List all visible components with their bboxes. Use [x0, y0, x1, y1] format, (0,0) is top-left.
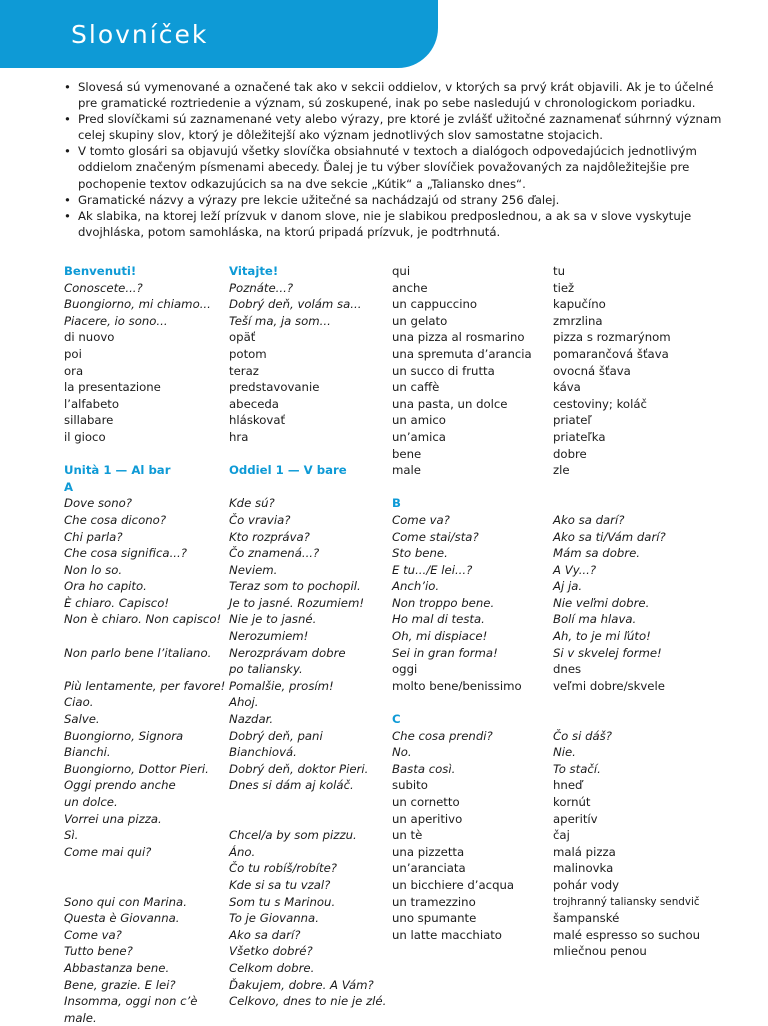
vocab-entry: Basta così. — [392, 761, 456, 776]
vocab-entry: Vorrei una pizza. — [64, 811, 162, 826]
spacer — [64, 446, 225, 463]
vocab-entry: Nie veľmi dobre. — [553, 595, 650, 610]
vocab-entry: Kde si sa tu vzal? — [229, 877, 331, 892]
vocab-entry: To stačí. — [553, 761, 601, 776]
vocab-entry: tiež — [553, 280, 575, 295]
vocab-entry: un cornetto — [392, 795, 460, 809]
vocab-entry: qui — [392, 264, 411, 278]
vocab-entry: uno spumante — [392, 911, 477, 926]
vocab-entry: Ora ho capito. — [64, 579, 147, 594]
vocab-entry: Bianchiová. — [229, 745, 297, 760]
vocab-entry: tu — [553, 264, 565, 278]
vocab-entry: abeceda — [229, 396, 279, 411]
vocab-entry: Ciao. — [64, 695, 94, 710]
vocab-entry: sillabare — [64, 413, 114, 428]
vocab-entry: Sì. — [64, 828, 79, 843]
vocab-entry: priateľka — [553, 429, 606, 444]
vocab-entry: hneď — [553, 778, 583, 793]
vocab-entry: Ako sa darí? — [229, 927, 301, 942]
spacer — [392, 479, 532, 496]
vocab-column-italian-right — [392, 263, 532, 943]
vocab-entry: pomarančová šťava — [553, 346, 669, 361]
vocab-entry: kapučíno — [553, 297, 606, 312]
vocab-entry: aperitív — [553, 811, 598, 826]
vocab-entry: Come va? — [392, 512, 450, 527]
vocab-entry: Všetko dobré? — [229, 944, 313, 959]
vocab-entry: Ďakujem, dobre. A Vám? — [229, 977, 374, 992]
vocab-entry: un amico — [392, 413, 446, 428]
vocab-entry: Più lentamente, per favore! — [64, 678, 226, 693]
vocab-entry: Buongiorno, Dottor Pieri. — [64, 761, 209, 776]
vocab-entry: opäť — [229, 330, 256, 345]
spacer — [553, 479, 700, 496]
vocab-entry: Come stai/sta? — [392, 529, 479, 544]
vocab-entry: No. — [392, 745, 412, 760]
vocab-entry: malá pizza — [553, 844, 616, 859]
vocab-entry: Salve. — [64, 712, 100, 727]
spacer — [553, 711, 700, 728]
vocab-entry: male — [392, 463, 421, 478]
vocab-entry: l’alfabeto — [64, 396, 119, 411]
vocab-entry: Come va? — [64, 927, 122, 942]
vocab-entry: Čo si dáš? — [553, 728, 612, 743]
vocab-entry: Buongiorno, mi chiamo... — [64, 297, 211, 312]
vocab-entry: un tramezzino — [392, 894, 476, 909]
spacer — [229, 479, 386, 496]
vocab-entry: un’amica — [392, 429, 446, 444]
vocab-entry: dnes — [553, 662, 582, 677]
section-heading: Oddiel 1 — V bare — [229, 463, 347, 478]
intro-bullet: • Slovesá sú vymenované a označené tak ako v sekcii oddielov, v ktorých sa prvý krát objavili. Ak je to účelné pre gramatické roztriedenie a význam, sú zoskupené, inak po sebe nasledujú v chronologickom poriadku. — [64, 79, 724, 111]
vocab-entry: Chi parla? — [64, 529, 123, 544]
vocab-entry: di nuovo — [64, 330, 115, 345]
spacer — [229, 794, 386, 811]
vocab-entry: hláskovať — [229, 413, 286, 428]
vocab-entry: káva — [553, 380, 581, 395]
vocab-entry: Kto rozpráva? — [229, 529, 310, 544]
vocab-entry: bene — [392, 446, 422, 461]
vocab-entry: Chcel/a by som pizzu. — [229, 828, 357, 843]
vocab-entry: Come mai qui? — [64, 844, 152, 859]
vocab-entry: Nie je to jasné. — [229, 612, 317, 627]
vocab-entry: priateľ — [553, 413, 592, 428]
intro-list — [64, 79, 724, 240]
vocab-entry: subito — [392, 778, 428, 793]
vocab-entry: il gioco — [64, 429, 106, 444]
vocab-entry: un gelato — [392, 313, 448, 328]
vocab-entry: Sto bene. — [392, 546, 448, 561]
vocab-entry: un tè — [392, 828, 423, 843]
vocab-entry: Si v skvelej forme! — [553, 645, 662, 660]
vocab-entry: Oh, mi dispiace! — [392, 629, 488, 644]
vocab-entry: Bianchi. — [64, 745, 111, 760]
vocab-entry: un’aranciata — [392, 861, 466, 876]
vocab-entry: zle — [553, 463, 570, 478]
vocab-entry: un caffè — [392, 380, 440, 395]
vocab-entry: E tu.../E lei...? — [392, 562, 473, 577]
vocab-entry: un aperitivo — [392, 811, 463, 826]
vocab-entry: Ho mal di testa. — [392, 612, 485, 627]
vocab-entry: predstavovanie — [229, 380, 320, 395]
vocab-entry: Dobrý deň, volám sa... — [229, 297, 362, 312]
vocab-entry: una spremuta d’arancia — [392, 346, 532, 361]
spacer — [553, 694, 700, 711]
vocab-entry: Aj ja. — [553, 579, 583, 594]
vocab-entry: Ah, to je mi ľúto! — [553, 629, 651, 644]
vocab-entry: To je Giovanna. — [229, 911, 319, 926]
vocab-column-slovak-left — [229, 263, 386, 1010]
spacer — [392, 694, 532, 711]
vocab-entry: un cappuccino — [392, 297, 478, 312]
section-heading: B — [392, 496, 401, 511]
vocab-entry: un bicchiere d’acqua — [392, 877, 515, 892]
vocab-entry: Bene, grazie. E lei? — [64, 977, 176, 992]
vocab-entry: pohár vody — [553, 877, 620, 892]
vocab-entry: Čo znamená...? — [229, 546, 320, 561]
vocab-entry: oggi — [392, 662, 418, 677]
vocab-entry: Ako sa ti/Vám darí? — [553, 529, 666, 544]
section-heading: Vitajte! — [229, 264, 279, 278]
vocab-entry: Oggi prendo anche — [64, 778, 176, 793]
vocab-entry: male. — [64, 1010, 97, 1025]
spacer — [229, 811, 386, 828]
vocab-entry: Dobrý deň, doktor Pieri. — [229, 761, 369, 776]
vocab-entry: Conoscete...? — [64, 280, 143, 295]
vocab-entry: Neviem. — [229, 562, 278, 577]
vocab-entry: čaj — [553, 828, 570, 843]
spacer — [229, 446, 386, 463]
vocab-entry: un dolce. — [64, 795, 118, 809]
vocab-entry: Som tu s Marinou. — [229, 894, 336, 909]
vocab-entry: Ahoj. — [229, 695, 259, 710]
vocab-entry: Dove sono? — [64, 496, 132, 511]
vocab-entry: Celkom dobre. — [229, 960, 315, 975]
vocab-entry: Abbastanza bene. — [64, 960, 170, 975]
vocab-entry: Sono qui con Marina. — [64, 894, 187, 909]
vocab-entry: dobre — [553, 446, 587, 461]
vocab-entry: Non parlo bene l’italiano. — [64, 645, 212, 660]
vocab-entry: Non lo so. — [64, 562, 123, 577]
page-title: Slovníček — [71, 20, 209, 49]
vocab-entry: kornút — [553, 795, 591, 809]
vocab-entry: molto bene/benissimo — [392, 678, 522, 693]
vocab-entry: ora — [64, 363, 84, 378]
vocab-entry: Čo tu robíš/robíte? — [229, 861, 337, 876]
vocab-entry: Čo vravia? — [229, 512, 291, 527]
section-heading: C — [392, 712, 401, 727]
vocab-entry: Kde sú? — [229, 496, 275, 511]
vocab-entry: È chiaro. Capisco! — [64, 595, 170, 610]
vocab-entry: Non è chiaro. Non capisco! — [64, 612, 222, 627]
vocab-entry: Dnes si dám aj koláč. — [229, 778, 354, 793]
vocab-entry: veľmi dobre/skvele — [553, 678, 665, 693]
vocab-entry: pizza s rozmarýnom — [553, 330, 671, 345]
vocab-entry: Celkovo, dnes to nie je zlé. — [229, 994, 387, 1009]
intro-bullet: • Gramatické názvy a výrazy pre lekcie užitečné sa nachádzajú od strany 256 ďalej. — [64, 192, 724, 208]
vocab-entry: hra — [229, 429, 249, 444]
header-band — [0, 0, 438, 68]
spacer — [64, 877, 225, 894]
vocab-entry: Tutto bene? — [64, 944, 133, 959]
vocab-entry: Teší ma, ja som... — [229, 313, 331, 328]
vocab-entry: Anch’io. — [392, 579, 440, 594]
vocab-entry: ovocná šťava — [553, 363, 631, 378]
vocab-entry: Nazdar. — [229, 712, 274, 727]
vocab-entry: malinovka — [553, 861, 614, 876]
vocab-column-slovak-right — [553, 263, 700, 960]
vocab-entry: zmrzlina — [553, 313, 603, 328]
vocab-entry: mliečnou penou — [553, 944, 647, 959]
spacer — [64, 628, 225, 645]
vocab-entry: Pomalšie, prosím! — [229, 678, 334, 693]
vocab-entry: Piacere, io sono... — [64, 313, 168, 328]
vocab-entry: Bolí ma hlava. — [553, 612, 637, 627]
vocab-entry: teraz — [229, 363, 259, 378]
vocab-entry: la presentazione — [64, 380, 161, 395]
vocab-entry: Mám sa dobre. — [553, 546, 641, 561]
section-heading: Benvenuti! — [64, 264, 137, 278]
vocab-entry: Je to jasné. Rozumiem! — [229, 595, 365, 610]
section-heading: A — [64, 479, 74, 494]
intro-bullet: • Ak slabika, na ktorej leží prízvuk v danom slove, nie je slabikou predposlednou, a ak sa v slove vyskytuje dvojhláska, potom samohláska, na ktorú pripadá prízvuk, je podtrhnutá. — [64, 208, 724, 240]
vocab-entry: una pizzetta — [392, 844, 465, 859]
vocab-entry: Insomma, oggi non c’è — [64, 994, 198, 1009]
vocab-entry: potom — [229, 346, 267, 361]
vocab-column-italian-left — [64, 263, 225, 1026]
vocab-entry: šampanské — [553, 911, 620, 926]
vocab-entry: malé espresso so suchou — [553, 927, 701, 942]
vocab-entry: una pasta, un dolce — [392, 396, 508, 411]
intro-bullet: • Pred slovíčkami sú zaznamenané vety alebo výrazy, pre ktoré je zvlášť užitočné zaznamenať súhrnný význam celej skupiny slov, ktorý je dôležitejší ako význam jednotlivých slov samostatne stojacich. — [64, 111, 724, 143]
vocab-entry: cestoviny; koláč — [553, 396, 647, 411]
vocab-entry: Teraz som to pochopil. — [229, 579, 361, 594]
vocab-entry: A Vy...? — [553, 562, 597, 577]
vocab-entry: una pizza al rosmarino — [392, 330, 525, 345]
vocab-entry: anche — [392, 280, 428, 295]
vocab-entry: Áno. — [229, 844, 256, 859]
spacer — [64, 860, 225, 877]
intro-bullet: • V tomto glosári sa objavujú všetky slovíčka obsiahnuté v textoch a dialógoch odpovedajúcich jednotlivým oddielom značeným písmenami abecedy. Ďalej je tu výber slovíčiek považovaných za najdôležitejšie pre pochopenie textov odkazujúcich sa na dve sekcie „Kútik“ a „Taliansko dnes“. — [64, 143, 724, 191]
section-heading: Unità 1 — Al bar — [64, 463, 171, 478]
spacer — [553, 495, 700, 512]
spacer — [64, 661, 225, 678]
vocab-entry: Che cosa dicono? — [64, 512, 167, 527]
vocab-entry: un latte macchiato — [392, 927, 502, 942]
vocab-entry: Nie. — [553, 745, 576, 760]
vocab-entry: Questa è Giovanna. — [64, 911, 180, 926]
vocab-entry: Dobrý deň, pani — [229, 728, 323, 743]
vocab-entry: Buongiorno, Signora — [64, 728, 184, 743]
vocab-entry: Nerozumiem! — [229, 629, 309, 644]
vocab-entry: po taliansky. — [229, 662, 303, 677]
vocab-entry: trojhranný taliansky sendvič — [553, 895, 700, 908]
vocab-entry: Nerozprávam dobre — [229, 645, 346, 660]
vocab-entry: Ako sa darí? — [553, 512, 625, 527]
vocab-entry: Non troppo bene. — [392, 595, 495, 610]
vocab-entry: Che cosa prendi? — [392, 728, 493, 743]
vocab-entry: un succo di frutta — [392, 363, 495, 378]
vocab-entry: Poznáte...? — [229, 280, 294, 295]
vocab-entry: Che cosa significa...? — [64, 546, 187, 561]
vocab-entry: poi — [64, 346, 82, 361]
vocab-entry: Sei in gran forma! — [392, 645, 498, 660]
